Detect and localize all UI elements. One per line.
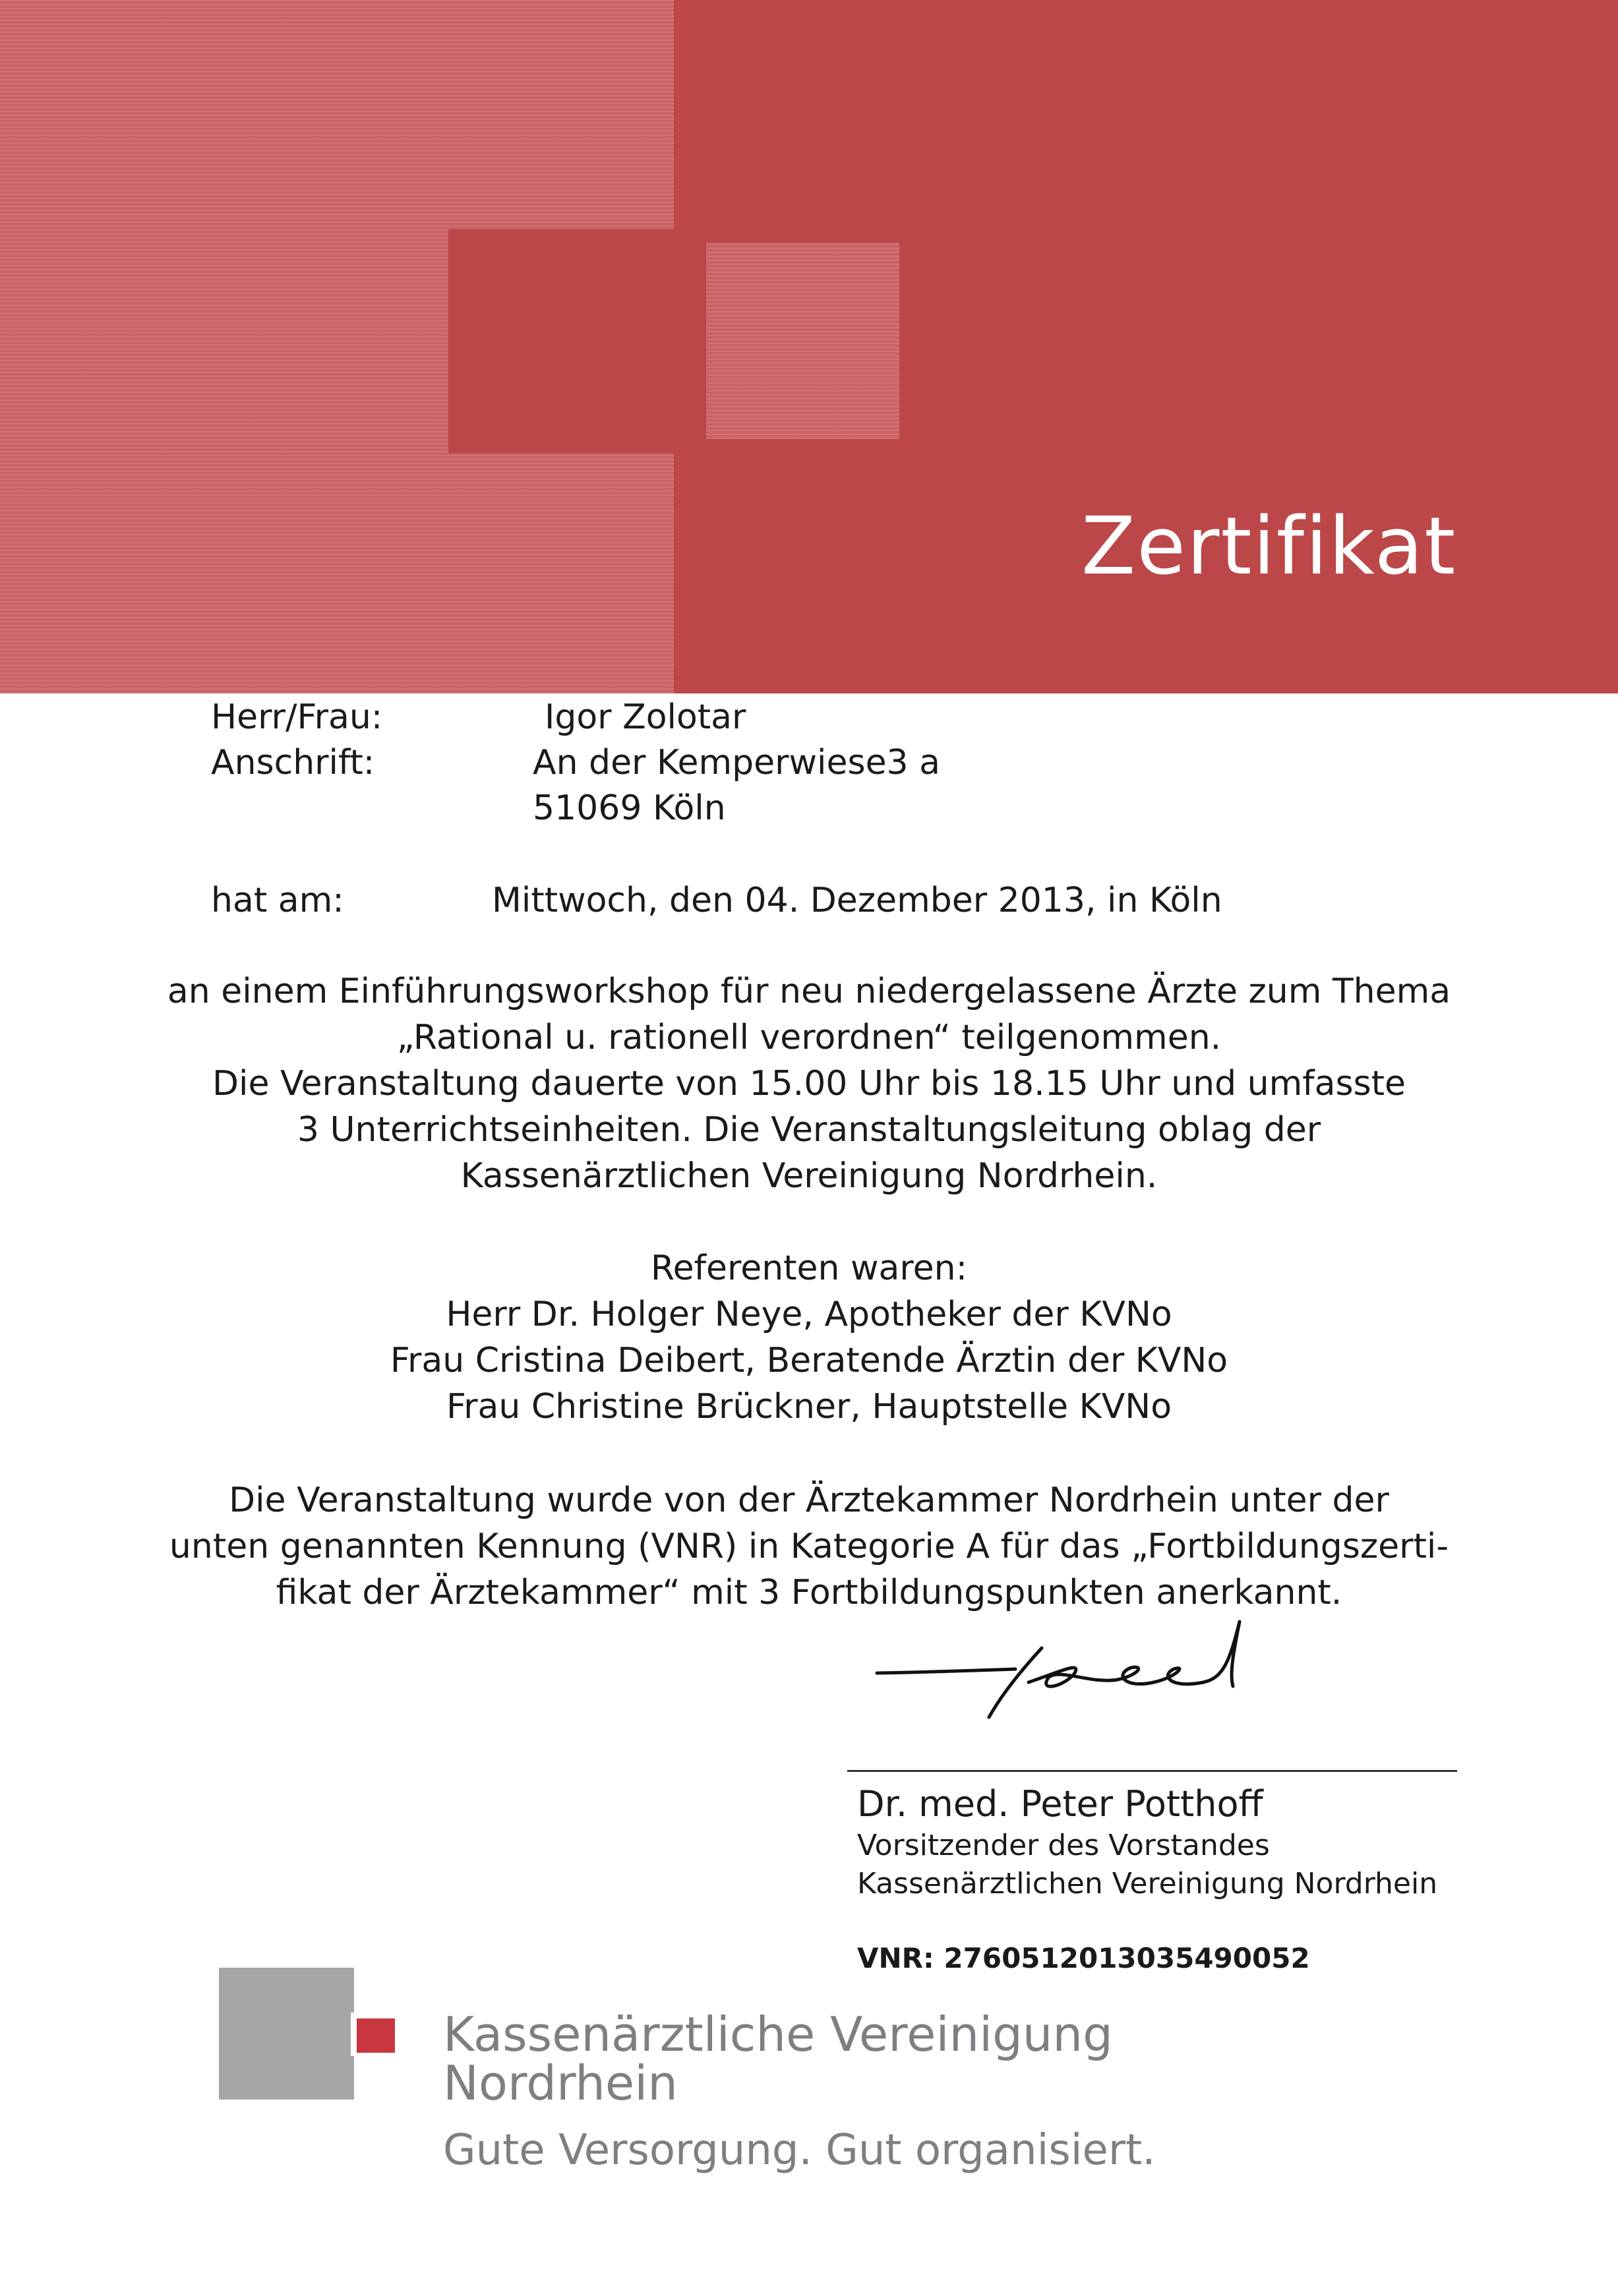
- org-name-line1: Kassenärztliche Vereinigung: [443, 2007, 1113, 2062]
- referent-item: Frau Cristina Deibert, Beratende Ärztin der KVNo: [390, 1341, 1228, 1380]
- banner-square-light: [706, 243, 899, 439]
- paragraph1-line: Die Veranstaltung dauerte von 15.00 Uhr bis 18.15 Uhr und umfasste: [212, 1064, 1406, 1104]
- referent-item: Herr Dr. Holger Neye, Apotheker der KVNo: [446, 1295, 1172, 1334]
- signatory-name: Dr. med. Peter Potthoff: [857, 1783, 1263, 1825]
- paragraph1-line: an einem Einführungsworkshop für neu niedergelassene Ärzte zum Thema: [167, 972, 1451, 1011]
- signature-line: [847, 1770, 1457, 1772]
- certificate-title: Zertifikat: [1081, 501, 1457, 593]
- vnr-number: VNR: 2760512013035490052: [857, 1942, 1310, 1974]
- signatory-role: Vorsitzender des Vorstandes: [857, 1829, 1270, 1862]
- banner-square-dark: [448, 229, 674, 454]
- paragraph2-line: fikat der Ärztekammer“ mit 3 Fortbildungspunkten anerkannt.: [276, 1573, 1342, 1612]
- logo-red-square: [357, 2018, 395, 2053]
- date-label: hat am:: [211, 881, 344, 920]
- paragraph2-line: Die Veranstaltung wurde von der Ärztekammer Nordrhein unter der: [229, 1481, 1389, 1520]
- paragraph1-line: „Rational u. rationell verordnen“ teilgenommen.: [396, 1018, 1222, 1057]
- org-name-line2: Nordrhein: [443, 2055, 678, 2111]
- referents-heading: Referenten waren:: [650, 1249, 968, 1288]
- paragraph2-line: unten genannten Kennung (VNR) in Kategorie A für das „Fortbildungszerti-: [169, 1527, 1449, 1566]
- signature-image: [864, 1608, 1273, 1721]
- referent-item: Frau Christine Brückner, Hauptstelle KVNo: [446, 1387, 1172, 1427]
- name-label: Herr/Frau:: [211, 697, 383, 737]
- kvno-logo-icon: [219, 1968, 400, 2100]
- paragraph1-line: Kassenärztlichen Vereinigung Nordrhein.: [460, 1156, 1158, 1196]
- event-date: Mittwoch, den 04. Dezember 2013, in Köln: [492, 881, 1222, 920]
- address-label: Anschrift:: [211, 743, 375, 782]
- address-city: 51069 Köln: [533, 788, 726, 828]
- signatory-organization: Kassenärztlichen Vereinigung Nordrhein: [857, 1867, 1438, 1900]
- org-slogan: Gute Versorgung. Gut organisiert.: [443, 2126, 1156, 2175]
- paragraph1-line: 3 Unterrichtseinheiten. Die Veranstaltungsleitung oblag der: [297, 1110, 1321, 1150]
- header-banner: [0, 0, 1618, 693]
- address-street: An der Kemperwiese3 a: [533, 743, 941, 782]
- logo-gray-block: [219, 1968, 354, 2100]
- recipient-name: Igor Zolotar: [545, 697, 746, 737]
